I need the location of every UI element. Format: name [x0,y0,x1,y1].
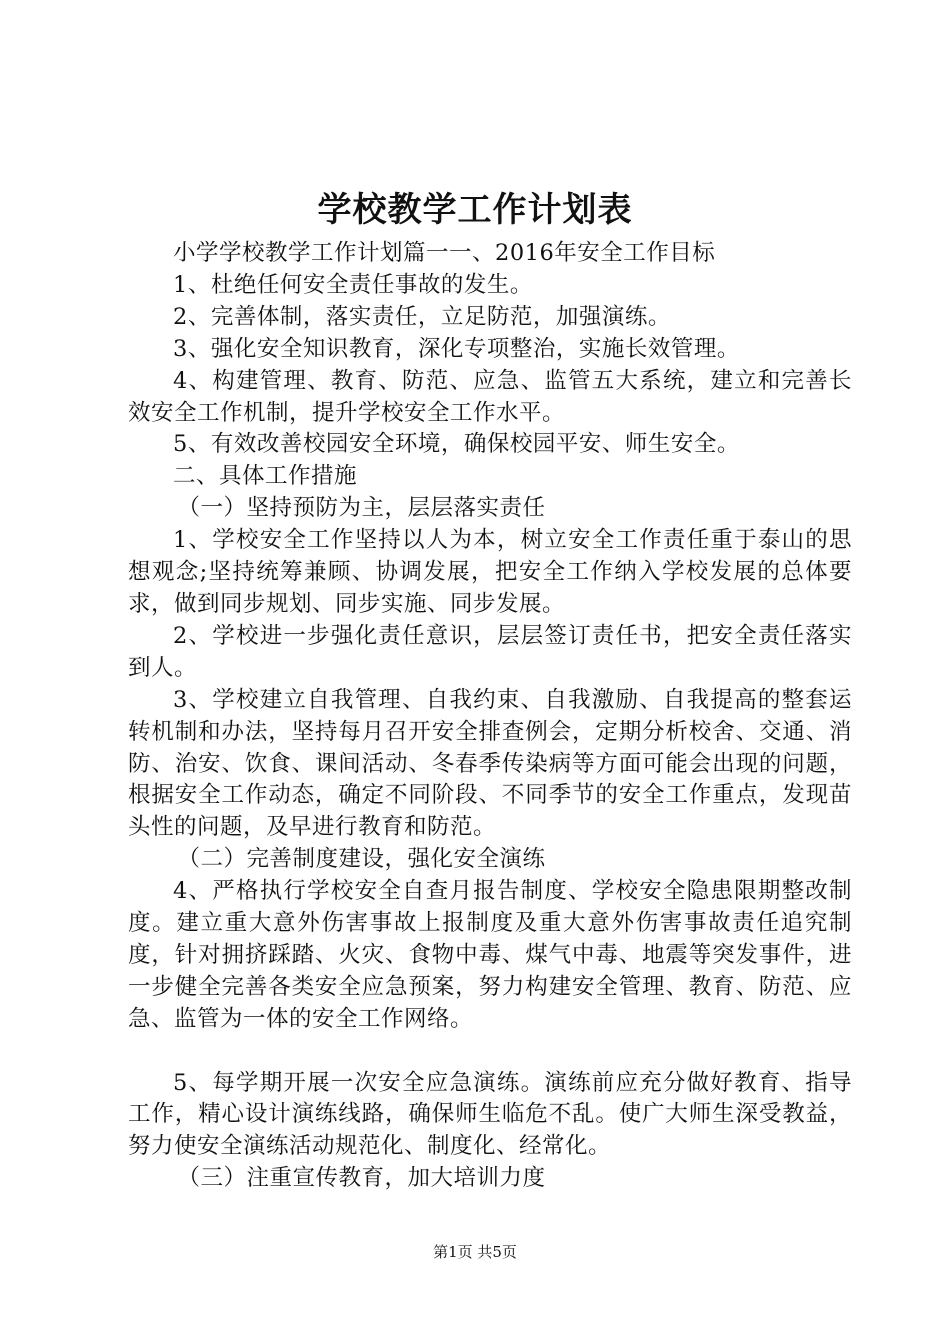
paragraph-measure-3: 3、学校建立自我管理、自我约束、自我激励、自我提高的整套运转机制和办法，坚持每月召开安全排查例会，定期分析校舍、交通、消防、治安、饮食、课间活动、冬春季传染病等方面可能会出现的问题，根据安全工作动态，确定不同阶段、不同季节的安全工作重点，发现苗头性的问题，及早进行教育和防范。 [128,686,852,841]
subsection-heading-3: （三）注重宣传教育，加大培训力度 [177,1165,546,1192]
paragraph-measure-1: 1、学校安全工作坚持以人为本，树立安全工作责任重于泰山的思想观念;坚持统筹兼顾、协调发展，把安全工作纳入学校发展的总体要求，做到同步规划、同步实施、同步发展。 [128,527,852,617]
paragraph-goal-1: 1、杜绝任何安全责任事故的发生。 [173,271,533,298]
paragraph-gap [128,1036,852,1068]
paragraph-measure-2: 2、学校进一步强化责任意识，层层签订责任书，把安全责任落实到人。 [128,622,852,681]
subsection-heading-2: （二）完善制度建设，强化安全演练 [177,846,546,873]
paragraph-goal-5: 5、有效改善校园安全环境，确保校园平安、师生安全。 [173,431,740,458]
paragraph-goal-3: 3、强化安全知识教育，深化专项整治，实施长效管理。 [173,335,740,362]
subsection-heading-1: （一）坚持预防为主，层层落实责任 [177,495,546,522]
paragraph-goal-2: 2、完善体制，落实责任，立足防范，加强演练。 [173,303,671,330]
paragraph-measure-4: 4、严格执行学校安全自查月报告制度、学校安全隐患限期整改制度。建立重大意外伤害事故上报制度及重大意外伤害事故责任追究制度，针对拥挤踩踏、火灾、食物中毒、煤气中毒、地震等突发事件，进一步健全完善各类安全应急预案，努力构建安全管理、教育、防范、应急、监管为一体的安全工作网络。 [128,878,852,1032]
document-title: 学校教学工作计划表 [317,190,633,230]
section-heading-measures: 二、具体工作措施 [173,463,358,490]
document-body [128,238,852,1195]
paragraph-goal-4: 4、构建管理、教育、防范、应急、监管五大系统，建立和完善长效安全工作机制，提升学校安全工作水平。 [128,367,852,426]
paragraph-measure-5: 5、每学期开展一次安全应急演练。演练前应充分做好教育、指导工作，精心设计演练线路，确保师生临危不乱。使广大师生深受教益，努力使安全演练活动规范化、制度化、经常化。 [128,1069,852,1160]
page-footer: 第1页 共5页 [433,1243,517,1261]
paragraph-intro: 小学学校教学工作计划篇一一、2016年安全工作目标 [173,240,716,266]
